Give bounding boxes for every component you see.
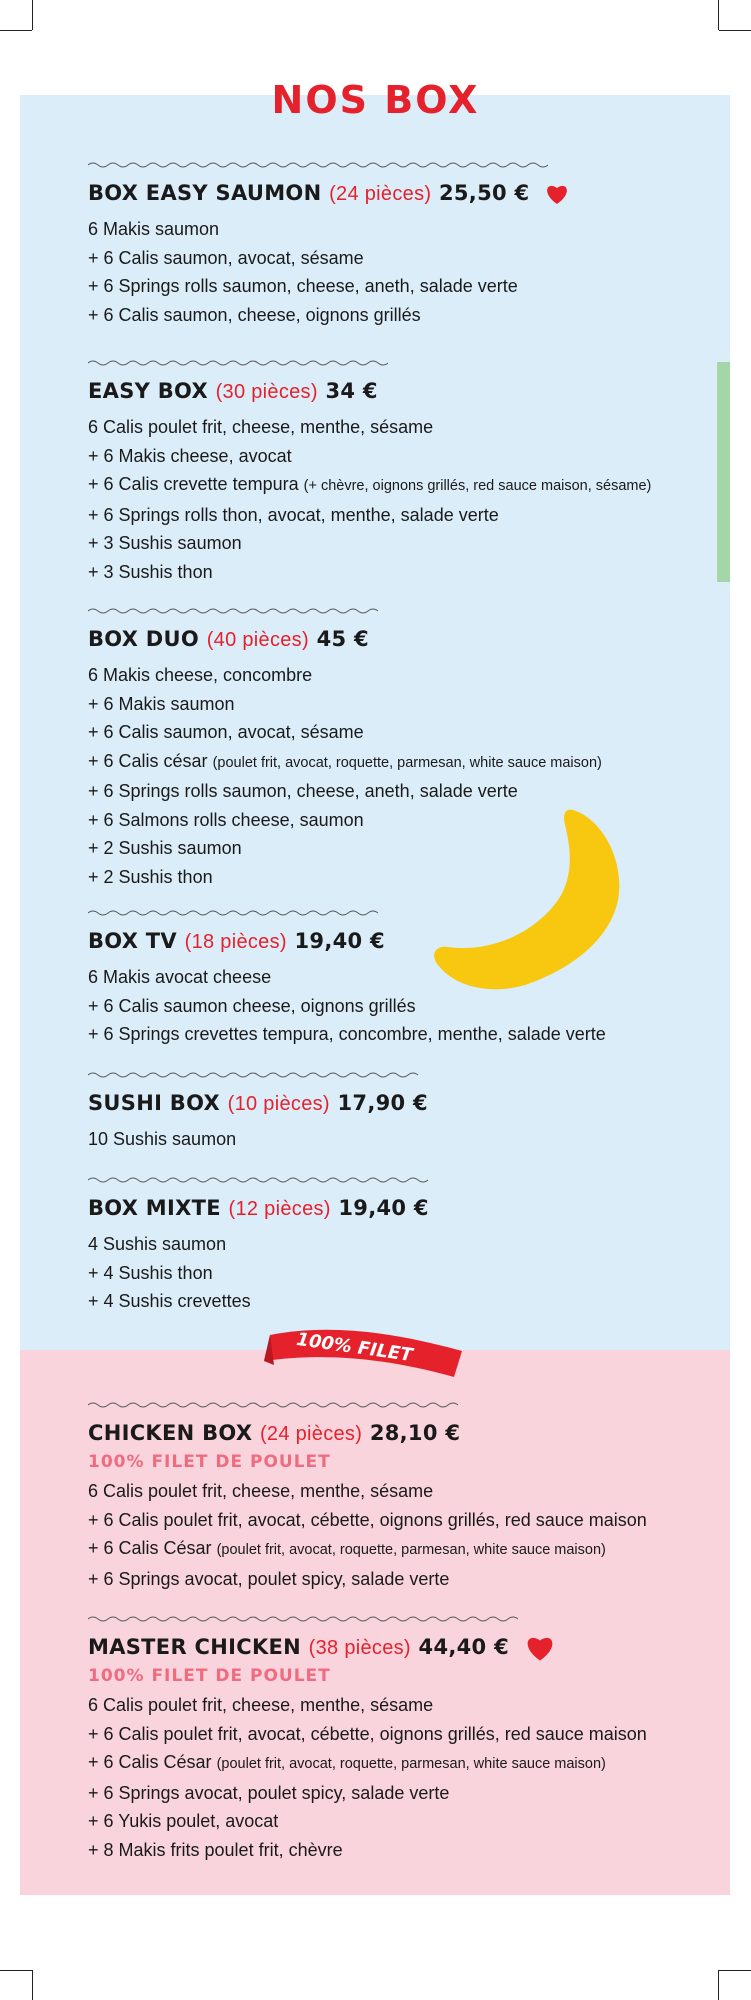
box-pieces: (40 pièces) (206, 629, 309, 651)
list-item: 6 Calis poulet frit, cheese, menthe, sésame (88, 1695, 434, 1715)
box-title (88, 1088, 728, 1119)
list-item: + 6 Springs avocat, poulet spicy, salade verte (88, 1568, 450, 1589)
box-tv (88, 908, 728, 1049)
box-easy-box (88, 358, 728, 586)
list-item: 6 Makis cheese, concombre (88, 665, 313, 685)
list-item: + 6 Calis saumon, avocat, sésame (88, 722, 364, 742)
box-title (88, 178, 728, 209)
box-title (88, 926, 728, 957)
list-item: 6 Calis poulet frit, cheese, menthe, sésame (88, 417, 434, 437)
box-contents (88, 1230, 728, 1316)
box-mixte (88, 1175, 728, 1316)
list-item-note: (poulet frit, avocat, roquette, parmesan, white sauce maison) (216, 1542, 606, 1558)
box-sushi (88, 1070, 728, 1154)
list-item: + 6 Springs rolls saumon, cheese, aneth, salade verte (88, 276, 518, 296)
ribbon-label: 100% FILET (295, 1328, 414, 1367)
list-item-note: (poulet frit, avocat, roquette, parmesan, white sauce maison) (212, 754, 602, 771)
box-title (88, 1632, 728, 1663)
list-item-text: + 6 Calis César (88, 1752, 212, 1772)
box-contents (88, 1477, 728, 1593)
box-name: SUSHI BOX (88, 1091, 221, 1115)
box-contents (88, 1125, 728, 1154)
list-item: 6 Calis poulet frit, cheese, menthe, sésame (88, 1481, 434, 1501)
list-item: 6 Makis avocat cheese (88, 967, 272, 987)
wavy-divider (88, 1400, 463, 1410)
box-name: MASTER CHICKEN (88, 1635, 302, 1659)
box-name: BOX MIXTE (88, 1196, 221, 1220)
list-item-note: (+ chèvre, oignons grillés, red sauce maison, sésame) (303, 478, 652, 494)
box-price: 34 € (325, 379, 378, 403)
list-item: + 6 Calis saumon, cheese, oignons grillés (88, 304, 421, 325)
list-item: + 4 Sushis thon (88, 1262, 213, 1283)
box-pieces: (24 pièces) (259, 1423, 363, 1445)
box-subtitle: 100% FILET DE POULET (88, 1666, 331, 1686)
list-item (88, 747, 728, 778)
list-item-text: + 6 Calis césar (88, 750, 208, 771)
list-item: + 6 Springs crevettes tempura, concombre, menthe, salade verte (88, 1024, 606, 1044)
list-item: + 6 Springs rolls saumon, cheese, aneth, salade verte (88, 781, 518, 801)
page-title: NOS BOX (271, 78, 480, 122)
crop-mark-top-right (719, 30, 751, 31)
list-item-text: + 6 Calis César (88, 1538, 212, 1558)
list-item: + 6 Calis saumon cheese, oignons grillés (88, 995, 416, 1016)
crop-mark-top-left-v (32, 0, 33, 30)
list-item: + 4 Sushis crevettes (88, 1291, 251, 1311)
box-duo (88, 606, 728, 891)
list-item: + 6 Calis poulet frit, avocat, cébette, oignons grillés, red sauce maison (88, 1509, 647, 1530)
box-pieces: (12 pièces) (228, 1198, 331, 1220)
box-contents (88, 661, 728, 891)
box-contents (88, 1691, 728, 1864)
crop-mark-bottom-left-v (32, 1970, 33, 2000)
box-master-chicken (88, 1614, 728, 1864)
box-contents (88, 413, 728, 586)
list-item-note: (poulet frit, avocat, roquette, parmesan, white sauce maison) (216, 1756, 606, 1772)
box-price: 19,40 € (294, 929, 385, 953)
wavy-divider (88, 908, 383, 918)
list-item: + 2 Sushis thon (88, 866, 213, 887)
crop-mark-bottom-right-v (718, 1970, 719, 2000)
box-pieces: (10 pièces) (227, 1093, 330, 1115)
crop-mark-bottom-right (719, 1970, 751, 1971)
box-price: 28,10 € (369, 1421, 461, 1445)
box-name: BOX DUO (88, 627, 200, 651)
list-item: + 6 Makis cheese, avocat (88, 445, 292, 466)
box-title (88, 624, 728, 655)
list-item: + 2 Sushis saumon (88, 838, 242, 858)
box-price: 44,40 € (418, 1635, 509, 1659)
box-contents (88, 215, 728, 329)
wavy-divider (88, 1614, 518, 1624)
crop-mark-bottom-left (0, 1970, 32, 1971)
list-item: + 6 Yukis poulet, avocat (88, 1811, 279, 1831)
box-price: 45 € (316, 627, 369, 651)
list-item: 6 Makis saumon (88, 219, 220, 239)
list-item: + 6 Salmons rolls cheese, saumon (88, 809, 364, 830)
heart-icon (545, 183, 569, 205)
list-item: 4 Sushis saumon (88, 1234, 227, 1254)
box-price: 19,40 € (338, 1196, 429, 1220)
box-name: CHICKEN BOX (88, 1421, 253, 1445)
box-name: BOX EASY SAUMON (88, 181, 322, 205)
crop-mark-top-left (0, 30, 32, 31)
box-price: 17,90 € (337, 1091, 428, 1115)
box-chicken (88, 1400, 728, 1593)
list-item-text: + 6 Calis crevette tempura (88, 474, 299, 494)
wavy-divider (88, 606, 378, 616)
box-price: 25,50 € (438, 181, 530, 205)
list-item: + 8 Makis frits poulet frit, chèvre (88, 1839, 343, 1860)
box-pieces: (38 pièces) (308, 1637, 411, 1659)
list-item (88, 1748, 728, 1779)
list-item (88, 470, 728, 501)
list-item: + 3 Sushis saumon (88, 533, 242, 553)
box-contents (88, 963, 728, 1049)
box-title (88, 1418, 728, 1449)
box-name: BOX TV (88, 929, 177, 953)
box-title (88, 1193, 728, 1224)
box-pieces: (24 pièces) (329, 183, 432, 205)
wavy-divider (88, 160, 548, 170)
crop-mark-top-right-v (718, 0, 719, 30)
list-item: + 6 Calis poulet frit, avocat, cébette, oignons grillés, red sauce maison (88, 1723, 647, 1744)
heart-icon (525, 1634, 555, 1662)
box-easy-saumon (88, 160, 728, 329)
list-item: + 6 Springs avocat, poulet spicy, salade verte (88, 1782, 450, 1803)
list-item: + 6 Makis saumon (88, 693, 235, 714)
box-title (88, 376, 728, 407)
wavy-divider (88, 358, 388, 368)
wavy-divider (88, 1070, 423, 1080)
list-item: 10 Sushis saumon (88, 1129, 237, 1149)
list-item: + 3 Sushis thon (88, 561, 213, 582)
box-name: EASY BOX (88, 379, 208, 403)
list-item: + 6 Calis saumon, avocat, sésame (88, 247, 364, 268)
wavy-divider (88, 1175, 428, 1185)
box-pieces: (30 pièces) (215, 381, 318, 403)
box-subtitle: 100% FILET DE POULET (88, 1452, 331, 1472)
list-item: + 6 Springs rolls thon, avocat, menthe, salade verte (88, 504, 499, 525)
list-item (88, 1534, 728, 1565)
box-pieces: (18 pièces) (184, 931, 287, 953)
